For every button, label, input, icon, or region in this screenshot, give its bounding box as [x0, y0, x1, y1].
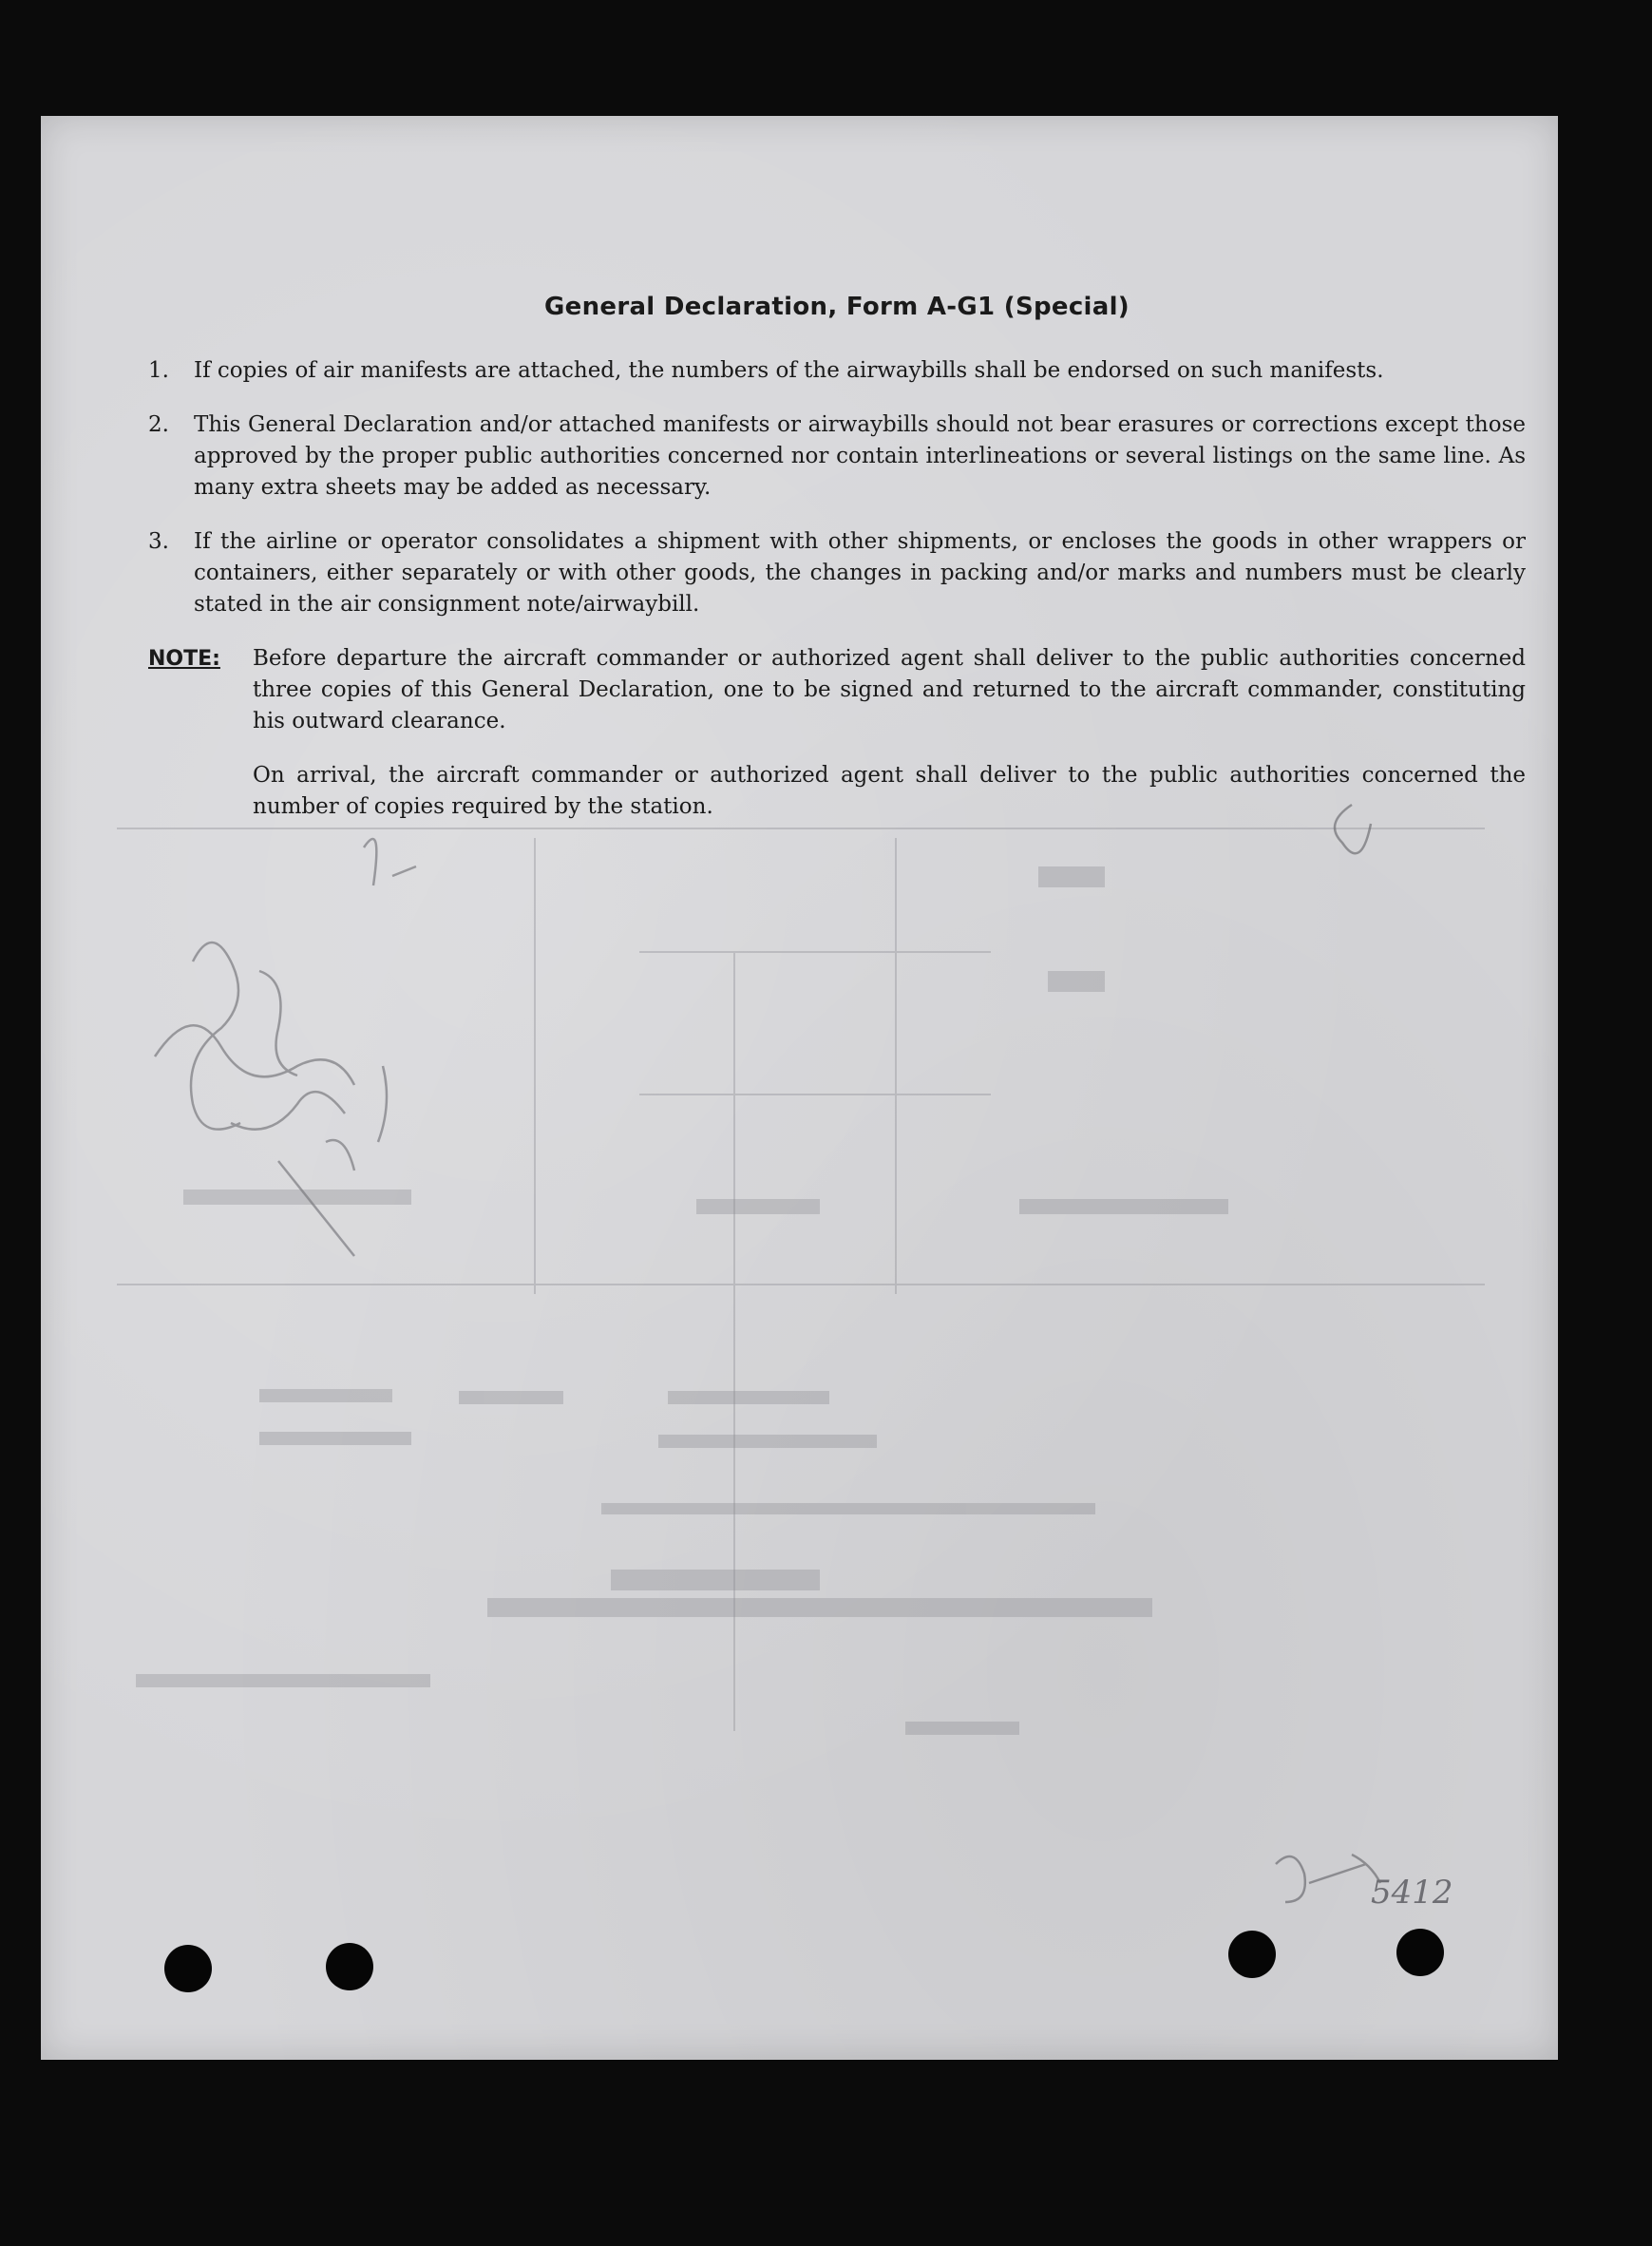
instruction-item — [148, 355, 1526, 387]
instruction-text: This General Declaration and/or attached manifests or airwaybills should not bear erasures or corrections except those approved by the proper public authorities concerned nor contain interlineations or several listings on the same line. As many extra sheets may be added as necessary. — [194, 412, 1526, 500]
instruction-item — [148, 409, 1526, 504]
instruction-number: 2. — [148, 412, 169, 437]
instruction-item — [148, 526, 1526, 620]
binder-hole — [326, 1943, 373, 1990]
corner-annotation: 5412 — [1371, 1874, 1453, 1912]
instruction-number: 3. — [148, 529, 169, 554]
instruction-number: 1. — [148, 358, 169, 383]
note-paragraph: On arrival, the aircraft commander or authorized agent shall deliver to the public authorities concerned the number of copies required by the station. — [253, 763, 1526, 819]
binder-hole — [1396, 1929, 1444, 1976]
note-section — [148, 643, 1526, 846]
binder-hole — [164, 1945, 212, 1992]
note-body — [253, 643, 1526, 846]
note-label: NOTE: — [148, 647, 220, 671]
binder-hole — [1228, 1931, 1276, 1978]
instruction-text: If copies of air manifests are attached, the numbers of the airwaybills shall be endorsed on such manifests. — [194, 358, 1384, 383]
form-instructions — [148, 293, 1526, 846]
note-paragraph: Before departure the aircraft commander or authorized agent shall deliver to the public authorities concerned three copies of this General Declaration, one to be signed and returned to the aircraft commander, constituting his outward clearance. — [253, 646, 1526, 733]
instruction-text: If the airline or operator consolidates a shipment with other shipments, or encloses the goods in other wrappers or containers, either separately or with other goods, the changes in packing and/or marks and numbers must be clearly stated in the air consignment note/airwaybill. — [194, 529, 1526, 617]
form-title: General Declaration, Form A-G1 (Special) — [544, 293, 1130, 321]
